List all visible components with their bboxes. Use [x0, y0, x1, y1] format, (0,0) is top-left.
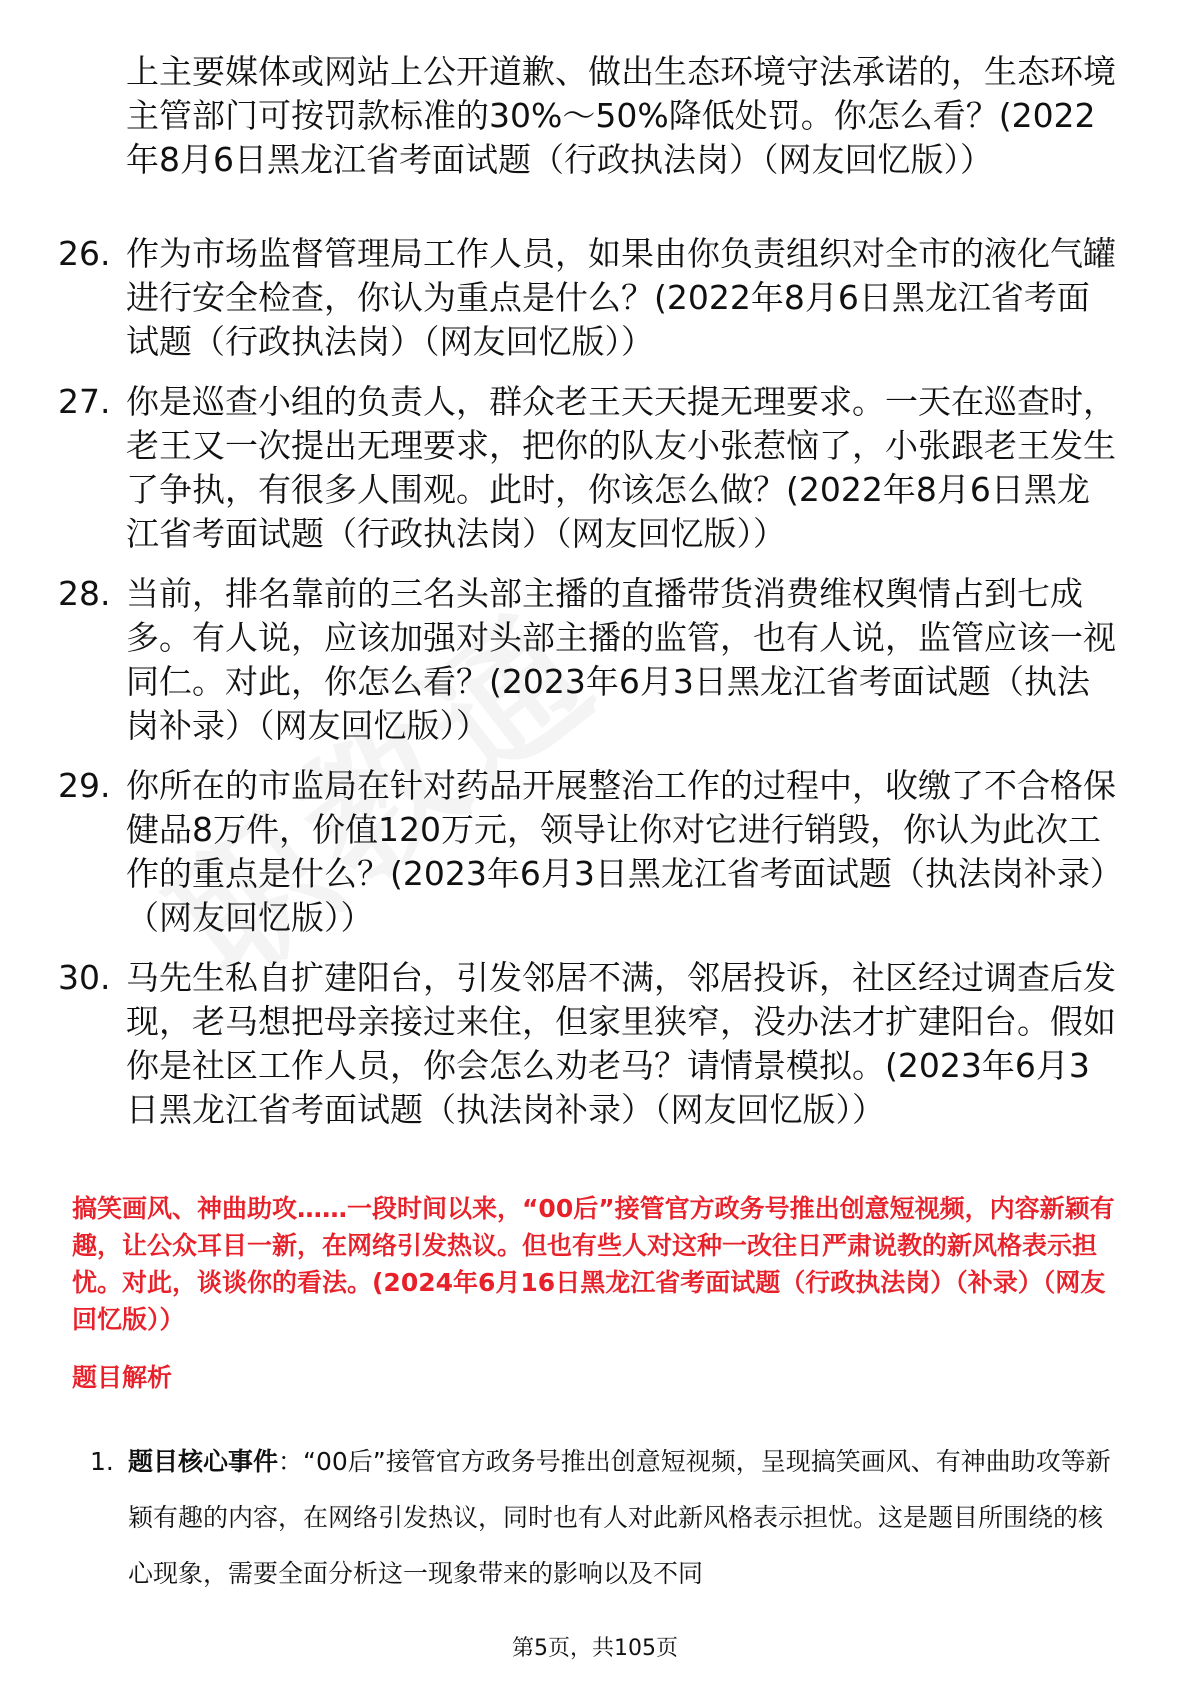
question-number: 27. — [58, 382, 111, 421]
question-number: 28. — [58, 574, 111, 613]
list-item — [58, 380, 1118, 556]
list-item — [58, 232, 1118, 364]
featured-question: 搞笑画风、神曲助攻……一段时间以来，“00后”接管官方政务号推出创意短视频，内容新颖有趣，让公众耳目一新，在网络引发热议。但也有些人对这种一改往日严肃说教的新风格表示担忧。对此，谈谈你的看法。(2024年6月16日黑龙江省考面试题（行政执法岗）（补录）（网友回忆版）） — [72, 1194, 1115, 1334]
question-number: 26. — [58, 234, 111, 273]
question-number: 30. — [58, 958, 111, 997]
list-item — [58, 572, 1118, 748]
continued-question-text: 上主要媒体或网站上公开道歉、做出生态环境守法承诺的，生态环境主管部门可按罚款标准的30%～50%降低处罚。你怎么看？(2022年8月6日黑龙江省考面试题（行政执法岗）（网友回忆版）） — [126, 52, 1116, 179]
question-text: 你所在的市监局在针对药品开展整治工作的过程中，收缴了不合格保健品8万件，价值120万元，领导让你对它进行销毁，你认为此次工作的重点是什么？(2023年6月3日黑龙江省考面试题（执法岗补录）（网友回忆版）） — [126, 766, 1116, 937]
question-text: 作为市场监督管理局工作人员，如果由你负责组织对全市的液化气罐进行安全检查，你认为重点是什么？(2022年8月6日黑龙江省考面试题（行政执法岗）（网友回忆版）） — [126, 234, 1116, 361]
analysis-item-text: ：“00后”接管官方政务号推出创意短视频，呈现搞笑画风、有神曲助攻等新颖有趣的内容，在网络引发热议，同时也有人对此新风格表示担忧。这是题目所围绕的核心现象，需要全面分析这一现象带来的影响以及不同 — [128, 1447, 1111, 1588]
analysis-heading: 题目解析 — [72, 1363, 173, 1392]
question-text: 马先生私自扩建阳台，引发邻居不满，邻居投诉，社区经过调查后发现，老马想把母亲接过来住，但家里狭窄，没办法才扩建阳台。假如你是社区工作人员，你会怎么劝老马？请情景模拟。(2023年6月3日黑龙江省考面试题（执法岗补录）（网友回忆版）） — [126, 958, 1116, 1129]
question-text: 你是巡查小组的负责人，群众老王天天提无理要求。一天在巡查时，老王又一次提出无理要求，把你的队友小张惹恼了，小张跟老王发生了争执，有很多人围观。此时，你该怎么做？(2022年8月6日黑龙江省考面试题（行政执法岗）（网友回忆版）） — [126, 382, 1116, 553]
analysis-item-label: 题目核心事件 — [128, 1447, 279, 1476]
analysis-list — [90, 1434, 1120, 1602]
list-item — [58, 764, 1118, 940]
analysis-item-number: 1. — [90, 1447, 114, 1476]
list-item — [58, 956, 1118, 1132]
question-list — [58, 232, 1118, 1148]
question-text: 当前，排名靠前的三名头部主播的直播带货消费维权舆情占到七成多。有人说，应该加强对头部主播的监管，也有人说，监管应该一视同仁。对此，你怎么看？(2023年6月3日黑龙江省考面试题（执法岗补录）（网友回忆版）） — [126, 574, 1116, 745]
question-number: 29. — [58, 766, 111, 805]
page-footer: 第5页，共105页 — [512, 1636, 678, 1661]
analysis-item — [90, 1434, 1120, 1602]
